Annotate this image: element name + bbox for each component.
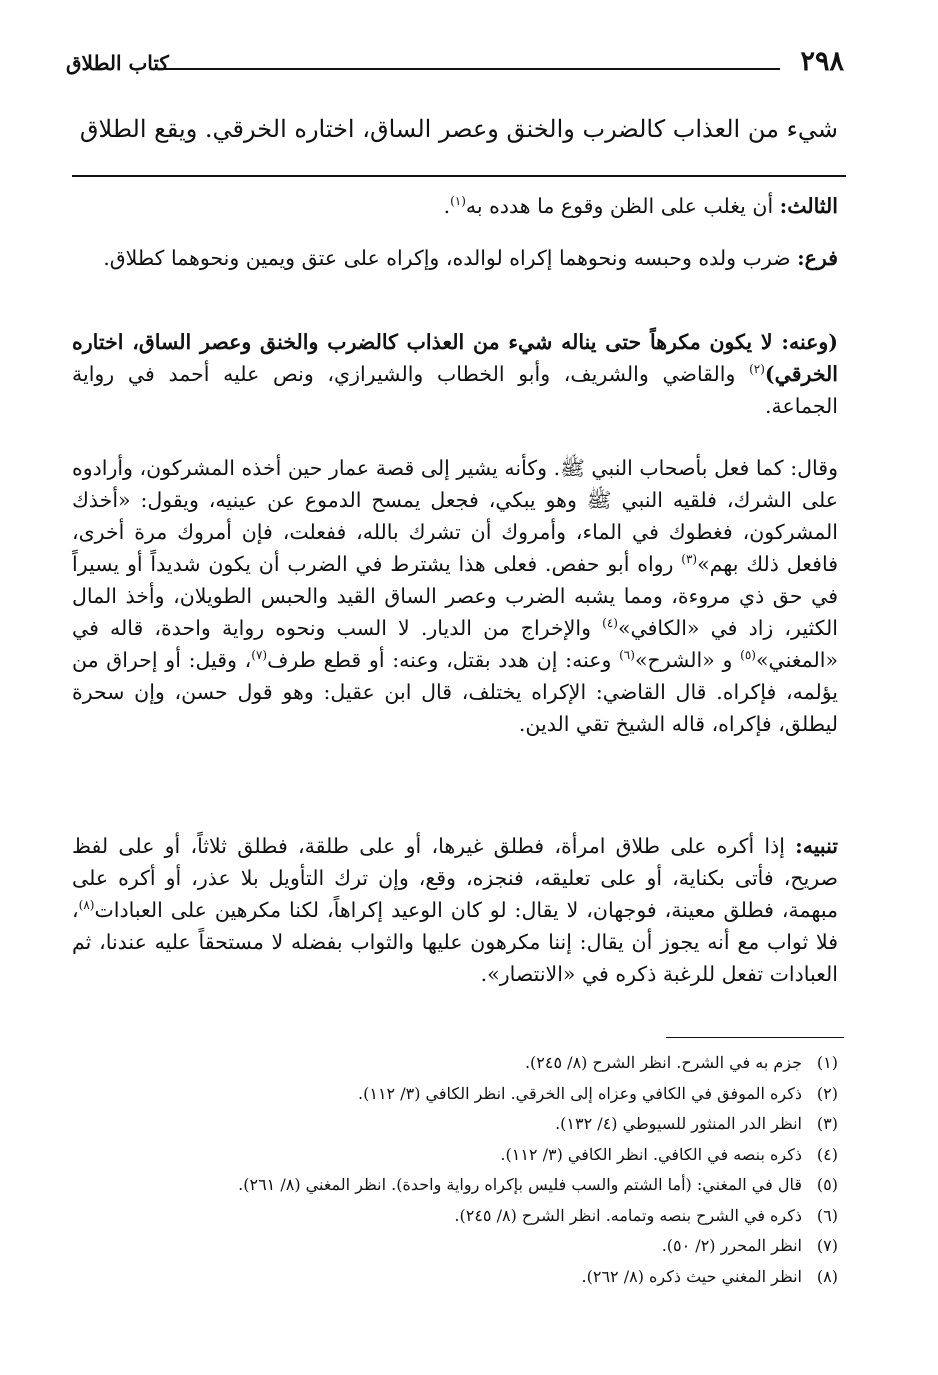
footnote bbox=[72, 1048, 838, 1079]
footnote-text: ذكره الموفق في الكافي وعزاه إلى الخرقي. انظر الكافي (٣/ ١١٢). bbox=[358, 1083, 802, 1103]
footnote-ref-6: (٦) bbox=[619, 648, 635, 663]
footnote-text: انظر المغني حيث ذكره (٨/ ٢٦٢). bbox=[581, 1266, 802, 1286]
footnote bbox=[72, 1262, 838, 1293]
paragraph-lead: فرع: bbox=[797, 246, 838, 270]
running-title: كتاب الطلاق bbox=[66, 51, 169, 75]
footnote-text: ذكره في الشرح بنصه وتمامه. انظر الشرح (٨/ ٢٤٥). bbox=[454, 1205, 802, 1225]
footnote-ref-2: (٢) bbox=[749, 362, 765, 377]
footnote bbox=[72, 1079, 838, 1110]
footnotes bbox=[72, 1048, 838, 1292]
footnote-ref-3: (٣) bbox=[681, 552, 698, 567]
footnote-ref-8: (٨) bbox=[78, 898, 95, 913]
footnote-number: (٤) bbox=[816, 1144, 838, 1164]
paragraph-text: وعنه: إن هدد بقتل، وعنه: أو قطع طرف bbox=[267, 648, 620, 672]
footnote bbox=[72, 1201, 838, 1232]
paragraph-end: . bbox=[443, 194, 451, 218]
page-number: ٢٩٨ bbox=[800, 46, 844, 77]
footnote-text: قال في المغني: (أما الشتم والسب فليس بإكراه رواية واحدة). انظر المغني (٨/ ٢٦١). bbox=[238, 1175, 802, 1194]
footnote-ref-7: (٧) bbox=[251, 648, 268, 663]
commentary-paragraph-1 bbox=[72, 190, 838, 222]
footnote-separator bbox=[666, 1037, 844, 1038]
footnote-ref-5: (٥) bbox=[740, 648, 756, 663]
footnote-number: (٥) bbox=[816, 1175, 838, 1194]
footnote-text: ذكره بنصه في الكافي. انظر الكافي (٣/ ١١٢). bbox=[500, 1144, 802, 1164]
paragraph-text: ضرب ولده وحبسه ونحوهما إكراه لوالده، وإكراه على عتق ويمين ونحوهما كطلاق. bbox=[103, 246, 798, 270]
footnote-text: انظر الدر المنثور للسيوطي (٤/ ١٣٢). bbox=[555, 1114, 802, 1133]
paragraph-text: ، فلا ثواب مع أنه يجوز أن يقال: إننا مكرهون عليها والثواب بفضله لا مستحقاً عليه عندنا، ثم العبادات تفعل للرغبة ذكره في «الانتصار». bbox=[72, 898, 838, 986]
footnote-ref-4: (٤) bbox=[602, 616, 618, 631]
paragraph-text: والقاضي والشريف، وأبو الخطاب والشيرازي، ونص عليه أحمد في رواية الجماعة. bbox=[72, 362, 838, 418]
paragraph-lead: الثالث: bbox=[779, 194, 838, 218]
commentary-paragraph-2 bbox=[72, 242, 838, 274]
footnote-ref-1: (١) bbox=[450, 194, 466, 209]
paragraph-text: وقال: كما فعل بأصحاب النبي ﷺ. وكأنه يشير إلى قصة عمار حين أخذه المشركون، وأرادوه على الشرك، فلقيه النبي ﷺ وهو يبكي، فجعل يمسح الدموع عن عينيه، ويقول: «أخذك المشركون، فغطوك في الماء، وأمروك أن تشرك بالله، ففعلت، فإن أمروك مرة أخرى، فافعل ذلك بهم» bbox=[72, 456, 838, 576]
main-text-rule bbox=[72, 175, 846, 177]
paragraph-text: والإخراج من الديار. لا السب ونحوه رواية واحدة، قاله في «المغني» bbox=[72, 616, 839, 672]
footnote-number: (٧) bbox=[816, 1236, 838, 1255]
commentary-paragraph-5 bbox=[72, 830, 838, 990]
footnote bbox=[72, 1170, 838, 1201]
footnote-number: (٨) bbox=[816, 1266, 838, 1286]
main-text: شيء من العذاب كالضرب والخنق وعصر الساق، اختاره الخرقي. ويقع الطلاق bbox=[79, 115, 838, 143]
footnote-number: (١) bbox=[816, 1053, 838, 1072]
footnote-number: (٣) bbox=[816, 1114, 838, 1133]
footnote-text: انظر المحرر (٢/ ٥٠). bbox=[661, 1236, 802, 1255]
footnote-text: جزم به في الشرح. انظر الشرح (٨/ ٢٤٥). bbox=[524, 1053, 802, 1072]
paragraph-text: ، وقيل: أو إحراق من يؤلمه، فإكراه. قال القاضي: الإكراه يختلف، قال ابن عقيل: وهو قول حسن، وإن سحرة ليطلق، فإكراه، قاله الشيخ تقي الدين. bbox=[72, 648, 838, 736]
header-rule bbox=[162, 68, 780, 70]
paragraph-text: أن يغلب على الظن وقوع ما هدده به bbox=[465, 194, 780, 218]
paragraph-text: إذا أكره على طلاق امرأة، فطلق غيرها، أو على طلقة، فطلق ثلاثاً، أو على لفظ صريح، فأتى بكناية، أو على تعليقه، فنجزه، وقع، وإن ترك التأويل بلا عذر، أو أكره على مبهمة، فطلق معينة، فوجهان، لا يقال: لو كان الوعيد إكراهاً، لكنا مكرهين على العبادات bbox=[72, 834, 838, 922]
running-header bbox=[66, 46, 844, 86]
paragraph-text: و «الشرح» bbox=[634, 648, 741, 672]
commentary-paragraph-4 bbox=[72, 452, 838, 740]
footnote bbox=[72, 1109, 838, 1140]
quoted-matn: (وعنه: لا يكون مكرهاً حتى يناله شيء من العذاب كالضرب والخنق وعصر الساق، اختاره الخرقي) bbox=[72, 330, 838, 386]
paragraph-lead: تنبيه: bbox=[795, 834, 838, 858]
footnote bbox=[72, 1231, 838, 1262]
footnote-number: (٦) bbox=[816, 1205, 838, 1225]
commentary-paragraph-3 bbox=[72, 326, 838, 422]
paragraph-text: رواه أبو حفص. فعلى هذا يشترط في الضرب أن يكون شديداً أو يسيراً في حق ذي مروءة، ومما يشبه الضرب وعصر الساق القيد والحبس الطويلان، وأخذ المال الكثير، زاد في «الكافي» bbox=[72, 552, 838, 640]
footnote-number: (٢) bbox=[816, 1083, 838, 1103]
footnote bbox=[72, 1140, 838, 1171]
